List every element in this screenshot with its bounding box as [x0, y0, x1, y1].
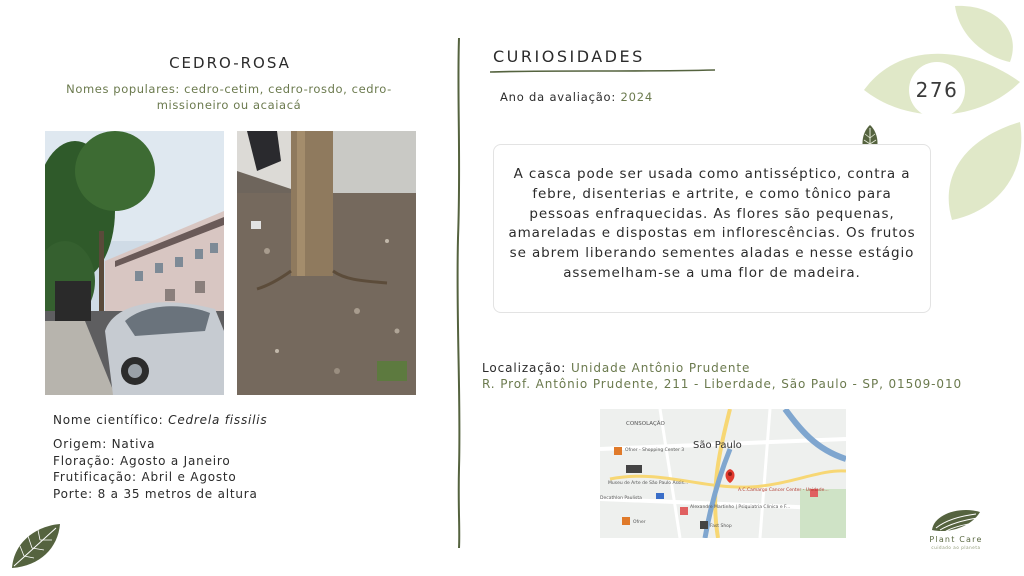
popular-names-label: Nomes populares: [66, 82, 180, 96]
size-line: Porte: 8 a 35 metros de altura [53, 486, 258, 501]
logo-tagline: cuidado ao planeta [931, 545, 981, 550]
species-title: CEDRO-ROSA [169, 54, 291, 72]
tree-trunk-photo [237, 131, 416, 395]
title-underline [490, 68, 715, 74]
record-number: 276 [915, 78, 959, 102]
column-divider [452, 38, 466, 548]
flowering-line: Floração: Agosto a Janeiro [53, 453, 231, 468]
popular-names [48, 81, 410, 113]
map-place-3: Decathlon Paulista [600, 496, 642, 501]
corner-leaf-icon [10, 522, 62, 570]
map-district-label: CONSOLAÇÃO [626, 421, 665, 427]
popular-names-value: cedro-cetim, cedro-rosdo, cedro-missioneiro ou acaiacá [156, 82, 392, 112]
tree-street-photo [45, 131, 224, 395]
location-unit: Unidade Antônio Prudente [570, 361, 751, 375]
map-place-2: Museu de Arte de São Paulo Assis... [608, 481, 689, 486]
curiosities-box [493, 144, 931, 313]
curiosities-title: CURIOSIDADES [493, 47, 645, 66]
location-label: Localização: [482, 361, 567, 375]
origin-line: Origem: Nativa [53, 437, 156, 451]
map-place-1: Ofner - Shopping Center 3 [625, 448, 685, 453]
location-address: R. Prof. Antônio Prudente, 211 - Liberdade, São Paulo - SP, 01509-010 [482, 377, 963, 391]
scientific-name-label: Nome científico: [53, 413, 164, 427]
curiosities-text: A casca pode ser usada como antisséptico, contra a febre, disenterias e artrite, e como tônico para pessoas enfraquecidas. As flores são pequenas, amareladas e dispostas em inflorescências. Os frutos se abrem liberando sementes aladas e nesse estágio assemelham-se a uma flor de madeira. [508, 166, 916, 281]
evaluation-year: 2024 [620, 90, 654, 104]
scientific-name-line [53, 412, 267, 429]
fruiting-line: Frutificação: Abril e Agosto [53, 470, 237, 484]
map-place-7: Fast Shop [710, 524, 732, 529]
species-details [53, 436, 258, 502]
evaluation-year-label: Ano da avaliação: [500, 90, 617, 104]
location-map[interactable] [600, 409, 846, 538]
location-line [482, 361, 750, 375]
scientific-name: Cedrela fissilis [168, 413, 268, 427]
map-place-6: Ofner [633, 520, 646, 525]
map-city-label: São Paulo [693, 440, 742, 451]
map-place-4: Alexandre Martinho | Psiquiatria Clínica e F... [690, 505, 791, 510]
logo-name: Plant Care [929, 535, 983, 544]
map-place-5: A.C.Camargo Cancer Center - Unidade... [738, 488, 829, 493]
evaluation-year-line [500, 90, 653, 104]
